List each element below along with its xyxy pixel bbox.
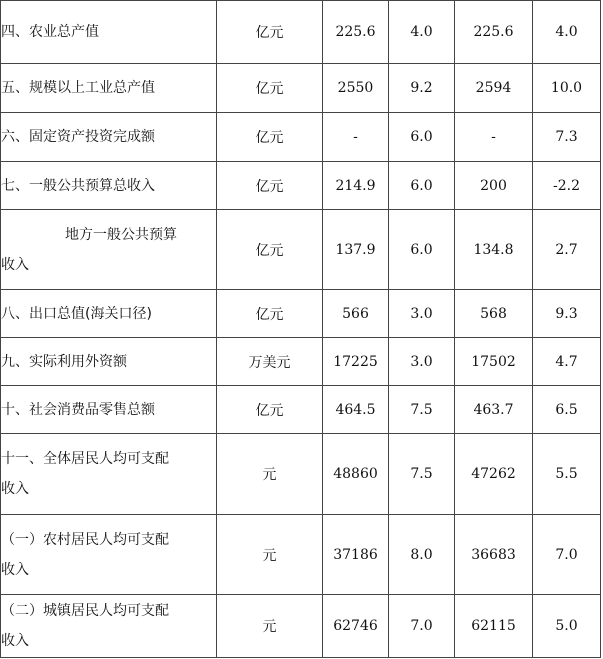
row-label: 六、固定资产投资完成额 bbox=[1, 113, 217, 162]
row-value-1: - bbox=[323, 113, 389, 162]
row-label-line1: （一）农村居民人均可支配 bbox=[1, 531, 169, 548]
row-unit: 亿元 bbox=[217, 113, 323, 162]
row-value-1: 48860 bbox=[323, 434, 389, 515]
row-value-2: 8.0 bbox=[389, 515, 455, 595]
row-unit: 元 bbox=[217, 434, 323, 515]
row-label: 十、社会消费品零售总额 bbox=[1, 386, 217, 434]
row-value-4: -2.2 bbox=[533, 162, 601, 210]
row-value-4: 4.7 bbox=[533, 338, 601, 386]
row-value-1: 137.9 bbox=[323, 210, 389, 290]
row-value-1: 464.5 bbox=[323, 386, 389, 434]
row-value-1: 566 bbox=[323, 290, 389, 338]
row-value-2: 6.0 bbox=[389, 210, 455, 290]
row-value-4: 9.3 bbox=[533, 290, 601, 338]
row-value-1: 62746 bbox=[323, 595, 389, 658]
table-row bbox=[1, 113, 601, 162]
row-value-1: 37186 bbox=[323, 515, 389, 595]
row-label: 七、一般公共预算总收入 bbox=[1, 162, 217, 210]
row-value-4: 4.0 bbox=[533, 1, 601, 64]
row-value-2: 7.5 bbox=[389, 434, 455, 515]
table-row bbox=[1, 1, 601, 64]
row-label: 九、实际利用外资额 bbox=[1, 338, 217, 386]
row-unit: 元 bbox=[217, 515, 323, 595]
row-label bbox=[1, 434, 217, 515]
row-value-2: 6.0 bbox=[389, 162, 455, 210]
row-value-3: 463.7 bbox=[455, 386, 533, 434]
row-value-1: 17225 bbox=[323, 338, 389, 386]
row-value-4: 5.0 bbox=[533, 595, 601, 658]
row-unit: 亿元 bbox=[217, 162, 323, 210]
row-value-1: 214.9 bbox=[323, 162, 389, 210]
table-row bbox=[1, 162, 601, 210]
row-value-3: 134.8 bbox=[455, 210, 533, 290]
table-row bbox=[1, 64, 601, 113]
row-value-3: 200 bbox=[455, 162, 533, 210]
row-label-line1: 十一、全体居民人均可支配 bbox=[1, 451, 169, 467]
row-unit: 元 bbox=[217, 595, 323, 658]
row-label bbox=[1, 515, 217, 595]
table-row bbox=[1, 515, 601, 595]
row-value-2: 3.0 bbox=[389, 290, 455, 338]
row-value-4: 6.5 bbox=[533, 386, 601, 434]
row-unit: 亿元 bbox=[217, 210, 323, 290]
row-value-3: 17502 bbox=[455, 338, 533, 386]
table-row bbox=[1, 386, 601, 434]
row-label-line1: 地方一般公共预算 bbox=[65, 226, 177, 243]
row-value-2: 4.0 bbox=[389, 1, 455, 64]
row-label-line2: 收入 bbox=[1, 561, 29, 578]
row-value-3: 2594 bbox=[455, 64, 533, 113]
row-unit: 亿元 bbox=[217, 64, 323, 113]
row-value-4: 2.7 bbox=[533, 210, 601, 290]
row-value-4: 10.0 bbox=[533, 64, 601, 113]
row-label bbox=[1, 210, 217, 290]
row-value-3: 47262 bbox=[455, 434, 533, 515]
table-row bbox=[1, 338, 601, 386]
row-unit: 亿元 bbox=[217, 290, 323, 338]
row-label-line2: 收入 bbox=[1, 481, 29, 497]
row-label: 五、规模以上工业总产值 bbox=[1, 64, 217, 113]
row-label: 八、出口总值(海关口径) bbox=[1, 290, 217, 338]
row-label-line1: （二）城镇居民人均可支配 bbox=[1, 603, 169, 619]
row-value-2: 9.2 bbox=[389, 64, 455, 113]
row-value-2: 7.0 bbox=[389, 595, 455, 658]
row-value-3: 36683 bbox=[455, 515, 533, 595]
row-value-4: 7.0 bbox=[533, 515, 601, 595]
table-row bbox=[1, 210, 601, 290]
row-unit: 亿元 bbox=[217, 386, 323, 434]
table-row bbox=[1, 290, 601, 338]
row-unit: 亿元 bbox=[217, 1, 323, 64]
row-label: 四、农业总产值 bbox=[1, 1, 217, 64]
table-row bbox=[1, 595, 601, 658]
row-label-line2: 收入 bbox=[1, 256, 29, 273]
row-value-1: 2550 bbox=[323, 64, 389, 113]
row-value-4: 7.3 bbox=[533, 113, 601, 162]
row-value-3: 225.6 bbox=[455, 1, 533, 64]
row-value-2: 7.5 bbox=[389, 386, 455, 434]
row-value-3: 62115 bbox=[455, 595, 533, 658]
row-value-1: 225.6 bbox=[323, 1, 389, 64]
row-value-3: - bbox=[455, 113, 533, 162]
row-unit: 万美元 bbox=[217, 338, 323, 386]
row-value-2: 3.0 bbox=[389, 338, 455, 386]
row-label-line2: 收入 bbox=[1, 633, 29, 649]
row-value-2: 6.0 bbox=[389, 113, 455, 162]
table-row bbox=[1, 434, 601, 515]
row-value-4: 5.5 bbox=[533, 434, 601, 515]
row-value-3: 568 bbox=[455, 290, 533, 338]
row-label bbox=[1, 595, 217, 658]
